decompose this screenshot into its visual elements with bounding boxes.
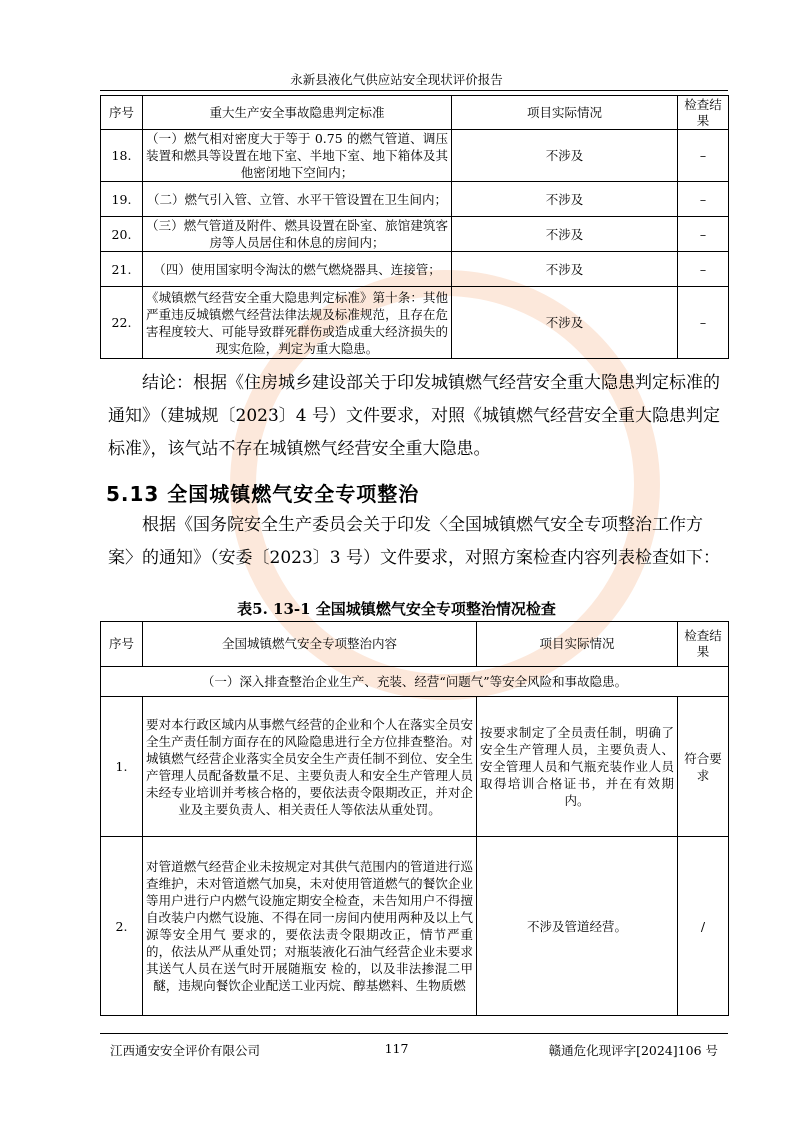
footer-report-number: 赣通危化现评字[2024]106 号 [548, 1043, 718, 1058]
table-row [101, 837, 729, 1016]
row-no: 2. [101, 837, 143, 1016]
row-no: 18. [101, 130, 143, 182]
table-row [101, 217, 729, 252]
group-row [101, 667, 729, 697]
col-header-no: 序号 [101, 96, 143, 130]
row-actual: 不涉及 [452, 217, 678, 252]
row-actual: 不涉及 [452, 130, 678, 182]
col-header-actual: 项目实际情况 [477, 622, 678, 667]
row-standard: （一）燃气相对密度大于等于 0.75 的燃气管道、调压装置和燃具等设置在地下室、半地下室、地下箱体及其他密闭地下空间内； [143, 130, 452, 182]
row-standard: （二）燃气引入管、立管、水平干管设置在卫生间内； [143, 182, 452, 217]
table-row [101, 182, 729, 217]
col-header-content: 全国城镇燃气安全专项整治内容 [143, 622, 477, 667]
row-result: 符合要求 [678, 697, 729, 837]
col-header-actual: 项目实际情况 [452, 96, 678, 130]
row-actual: 不涉及管道经营。 [477, 837, 678, 1016]
row-actual: 按要求制定了全员责任制，明确了安全生产管理人员，主要负责人、安全管理人员和气瓶充装作业人员取得培训合格证书，并在有效期内。 [477, 697, 678, 837]
row-content: 对管道燃气经营企业未按规定对其供气范围内的管道进行巡查维护，未对管道燃气加臭，未对使用管道燃气的餐饮企业等用户进行户内燃气设施定期安全检查，未告知用户不得擅自改装户内燃气设施、不得在同一房间内使用两种及以上气源等安全用气 要求的，要依法责令限期改正，情节严重的，依法从严从重处罚；对瓶装液化石油气经营企业未要求其送气人员在送气时开展随瓶安 检的，以及非法掺混二甲醚，违规向餐饮企业配送工业丙烷、醇基燃料、生物质燃 [143, 837, 477, 1016]
table-row [101, 130, 729, 182]
row-result: – [678, 252, 729, 287]
row-result: – [678, 130, 729, 182]
row-no: 21. [101, 252, 143, 287]
table-header-row [101, 622, 729, 667]
intro-paragraph: 根据《国务院安全生产委员会关于印发〈全国城镇燃气安全专项整治工作方案〉的通知》（安委〔2023〕3 号）文件要求，对照方案检查内容列表检查如下： [108, 515, 720, 568]
special-rectification-table [100, 621, 729, 1016]
row-content: 要对本行政区域内从事燃气经营的企业和个人在落实全员安全生产责任制方面存在的风险隐患进行全方位排查整治。对城镇燃气经营企业落实全员安全生产责任制不到位、安全生产管理人员配备数量不足、主要负责人和安全生产管理人员未经专业培训并考核合格的，要依法责令限期改正，并对企业及主要负责人、相关责任人等依法从重处罚。 [143, 697, 477, 837]
page-header: 永新县液化气供应站安全现状评价报告 [290, 72, 503, 87]
header-divider [100, 90, 728, 91]
table-row [101, 252, 729, 287]
row-actual: 不涉及 [452, 287, 678, 359]
row-standard: （三）燃气管道及附件、燃具设置在卧室、旅馆建筑客房等人员居住和休息的房间内； [143, 217, 452, 252]
footer-company: 江西通安安全评价有限公司 [110, 1043, 261, 1058]
table-row [101, 697, 729, 837]
row-no: 20. [101, 217, 143, 252]
row-standard: （四）使用国家明令淘汰的燃气燃烧器具、连接管； [143, 252, 452, 287]
hazard-standard-table [100, 95, 729, 359]
row-result: / [678, 837, 729, 1016]
table-header-row [101, 96, 729, 130]
row-result: – [678, 182, 729, 217]
section-heading: 5.13 全国城镇燃气安全专项整治 [106, 482, 420, 506]
row-standard: 《城镇燃气经营安全重大隐患判定标准》第十条：其他严重违反城镇燃气经营法律法规及标准规范，且存在危害程度较大、可能导致群死群伤或造成重大经济损失的现实危险，判定为重大隐患。 [143, 287, 452, 359]
col-header-standard: 重大生产安全事故隐患判定标准 [143, 96, 452, 130]
row-no: 22. [101, 287, 143, 359]
row-no: 1. [101, 697, 143, 837]
group-title: （一）深入排查整治企业生产、充装、经营“问题气”等安全风险和事故隐患。 [101, 667, 729, 697]
row-no: 19. [101, 182, 143, 217]
conclusion-paragraph: 结论：根据《住房城乡建设部关于印发城镇燃气经营安全重大隐患判定标准的通知》（建城规〔2023〕4 号）文件要求，对照《城镇燃气经营安全重大隐患判定标准》，该气站不存在城镇燃气经营安全重大隐患。 [108, 373, 720, 459]
col-header-result: 检查结果 [678, 622, 729, 667]
footer-page-number: 117 [384, 1041, 409, 1056]
row-result: – [678, 217, 729, 252]
row-actual: 不涉及 [452, 182, 678, 217]
row-result: – [678, 287, 729, 359]
footer-divider [100, 1033, 728, 1034]
col-header-no: 序号 [101, 622, 143, 667]
col-header-result: 检查结果 [678, 96, 729, 130]
table-caption: 表5. 13-1 全国城镇燃气安全专项整治情况检查 [237, 600, 556, 618]
table-row [101, 287, 729, 359]
row-actual: 不涉及 [452, 252, 678, 287]
